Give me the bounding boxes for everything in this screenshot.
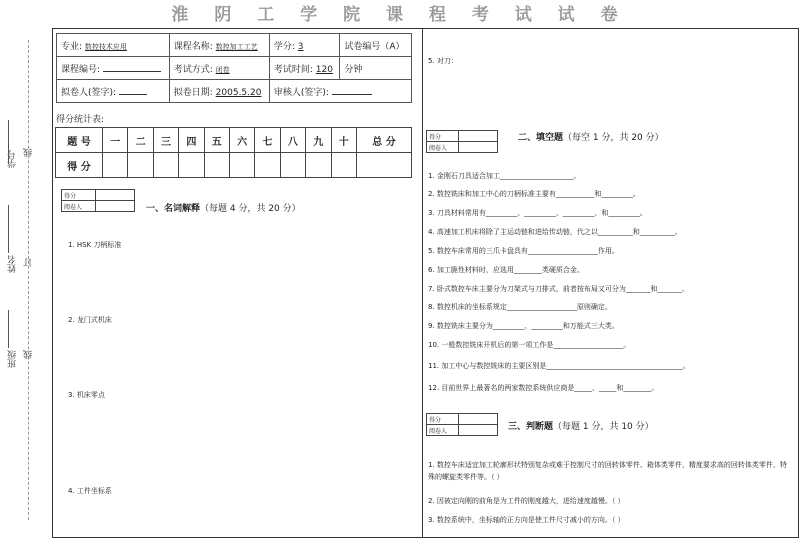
credit-value: 3 — [297, 41, 304, 52]
section1-item: 1. HSK 刀柄标准 — [68, 241, 122, 249]
score-header-cell: 十 — [331, 128, 356, 153]
section2-item: 9. 数控铣床主要分为_________、_________和万能式三大类。 — [428, 322, 619, 330]
section2-item: 10. 一般数控铣床开机后的第一项工作是____________________。 — [428, 341, 631, 349]
paper-title: 淮 阴 工 学 院 课 程 考 试 试 卷 — [171, 5, 628, 25]
section3-item: 2. 因被定向刚的前角是为工件的刚度越大，进给速度越慢。（ ） — [428, 497, 625, 505]
score-header-cell: 八 — [280, 128, 305, 153]
draft-date-cell: 拟卷日期: 2005.5.20 — [169, 80, 269, 103]
score-header-cell: 九 — [306, 128, 331, 153]
section2-score-box: 得分 阅卷人 — [426, 130, 498, 153]
class-label: 班级 — [8, 350, 18, 368]
right-top-item: 5. 对刀： — [428, 57, 458, 65]
score-row-label: 得 分 — [56, 153, 103, 178]
score-cell[interactable] — [331, 153, 356, 178]
score-cell[interactable] — [103, 153, 128, 178]
score-table — [55, 127, 412, 178]
score-cell[interactable] — [153, 153, 178, 178]
exam-mode-value: 闭卷 — [215, 65, 230, 74]
section1-item: 4. 工件坐标系 — [68, 487, 112, 495]
section2-note: （每空 1 分，共 20 分） — [563, 133, 664, 143]
credit-cell: 学分: 3 — [269, 34, 340, 57]
score-cell[interactable] — [179, 153, 204, 178]
exam-time-value: 120 — [315, 64, 333, 75]
section2-item: 6. 加工脆性材料时，应选用________类硬质合金。 — [428, 266, 584, 274]
score-header-cell: 四 — [179, 128, 204, 153]
course-no-blank — [103, 71, 161, 72]
major-value: 数控技术应用 — [84, 42, 127, 51]
score-header-row — [56, 128, 412, 153]
section2-item: 3. 刀具材料常用有_________、_________、_________、和_________。 — [428, 209, 647, 217]
section2-item: 2. 数控铣床和加工中心的刀柄标准主要有___________和_________。 — [428, 190, 640, 198]
section2-heading — [518, 130, 664, 143]
paper-no-cell: 试卷编号（A） — [340, 34, 412, 57]
score-cell[interactable] — [280, 153, 305, 178]
exam-mode-cell: 考试方式: 闭卷 — [169, 57, 269, 80]
student-name-line — [8, 205, 9, 253]
section3-heading — [508, 419, 654, 432]
student-name-label: 姓名 — [8, 255, 18, 273]
section1-note: （每题 4 分，共 20 分） — [200, 204, 301, 214]
section3-item: 3. 数控系统中，坐标轴的正方向是使工件尺寸减小的方向。（ ） — [428, 516, 625, 524]
score-cell[interactable] — [357, 153, 412, 178]
score-cell[interactable] — [229, 153, 254, 178]
binding-line — [28, 40, 29, 520]
score-header-cell: 题 号 — [56, 128, 103, 153]
score-value-row — [56, 153, 412, 178]
exam-time-cell: 考试时间: 120 — [269, 57, 340, 80]
section1-item: 2. 龙门式机床 — [68, 316, 112, 324]
section2-item: 4. 高速加工机床将除了主运动链和进给传动链，代之以__________和__________。 — [428, 228, 682, 236]
section1-title: 一、名词解释 — [146, 204, 201, 214]
section1-item: 3. 机床零点 — [68, 391, 105, 399]
drafter-blank — [119, 94, 147, 95]
section2-item: 1. 金刚石刀具适合加工_____________________。 — [428, 172, 581, 180]
score-header-cell: 总 分 — [357, 128, 412, 153]
binding-xian-bottom: 线 — [24, 350, 34, 359]
section2-item: 8. 数控机床的坐标系规定____________________原则确定。 — [428, 303, 612, 311]
mini-defen-label: 得分 — [62, 190, 96, 201]
section3-score-box: 得分 阅卷人 — [426, 413, 498, 436]
score-cell[interactable] — [255, 153, 280, 178]
course-name-cell: 课程名称: 数控加工工艺 — [169, 34, 269, 57]
section1-score-box — [61, 189, 135, 212]
score-header-cell: 七 — [255, 128, 280, 153]
major-cell: 专业: 数控技术应用 — [57, 34, 170, 57]
score-table-caption: 得分统计表: — [56, 115, 105, 125]
exam-info-table — [56, 33, 412, 103]
class-line — [8, 310, 9, 348]
section2-item: 11. 加工中心与数控铣床的主要区别是_______________________________________。 — [428, 362, 690, 370]
student-id-label: 学号 — [8, 150, 18, 168]
score-header-cell: 五 — [204, 128, 229, 153]
binding-xian-top: 线 — [24, 148, 34, 157]
score-cell[interactable] — [128, 153, 153, 178]
section3-item: 1. 数控车床适宜加工轮廓形状特别复杂或难于控制尺寸的回转体零件、箱体类零件、精度要求高的回转体类零件、特殊的螺旋类零件等。（ ） — [428, 461, 787, 481]
draft-date-value: 2005.5.20 — [215, 87, 262, 98]
section2-item: 5. 数控车床常用的三爪卡盘具有____________________作用。 — [428, 247, 619, 255]
binding-ding: 订 — [24, 258, 34, 267]
score-header-cell: 二 — [128, 128, 153, 153]
section2-item: 7. 卧式数控车床主要分为刀架式与刀排式，前者按布局又可分为_______和_______。 — [428, 285, 689, 293]
score-header-cell: 六 — [229, 128, 254, 153]
score-cell[interactable] — [306, 153, 331, 178]
section2-title: 二、填空题 — [518, 133, 564, 143]
column-divider — [422, 28, 423, 537]
course-no-cell: 课程编号: — [57, 57, 170, 80]
minutes-cell: 分钟 — [340, 57, 412, 80]
score-header-cell: 三 — [153, 128, 178, 153]
mini-yuejuan-label: 阅卷人 — [62, 201, 96, 212]
reviewer-cell: 审核人(签字): — [269, 80, 411, 103]
student-id-line — [8, 120, 9, 164]
course-name-value: 数控加工工艺 — [215, 42, 258, 51]
reviewer-blank — [332, 94, 372, 95]
score-header-cell: 一 — [103, 128, 128, 153]
drafter-cell: 拟卷人(签字): — [57, 80, 170, 103]
section3-title: 三、判断题 — [508, 422, 554, 432]
section1-heading — [146, 201, 301, 214]
score-cell[interactable] — [204, 153, 229, 178]
section2-item: 12. 目前世界上最著名的两家数控系统供应商是_____、_____和________。 — [428, 384, 659, 392]
section3-note: （每题 1 分，共 10 分） — [553, 422, 654, 432]
